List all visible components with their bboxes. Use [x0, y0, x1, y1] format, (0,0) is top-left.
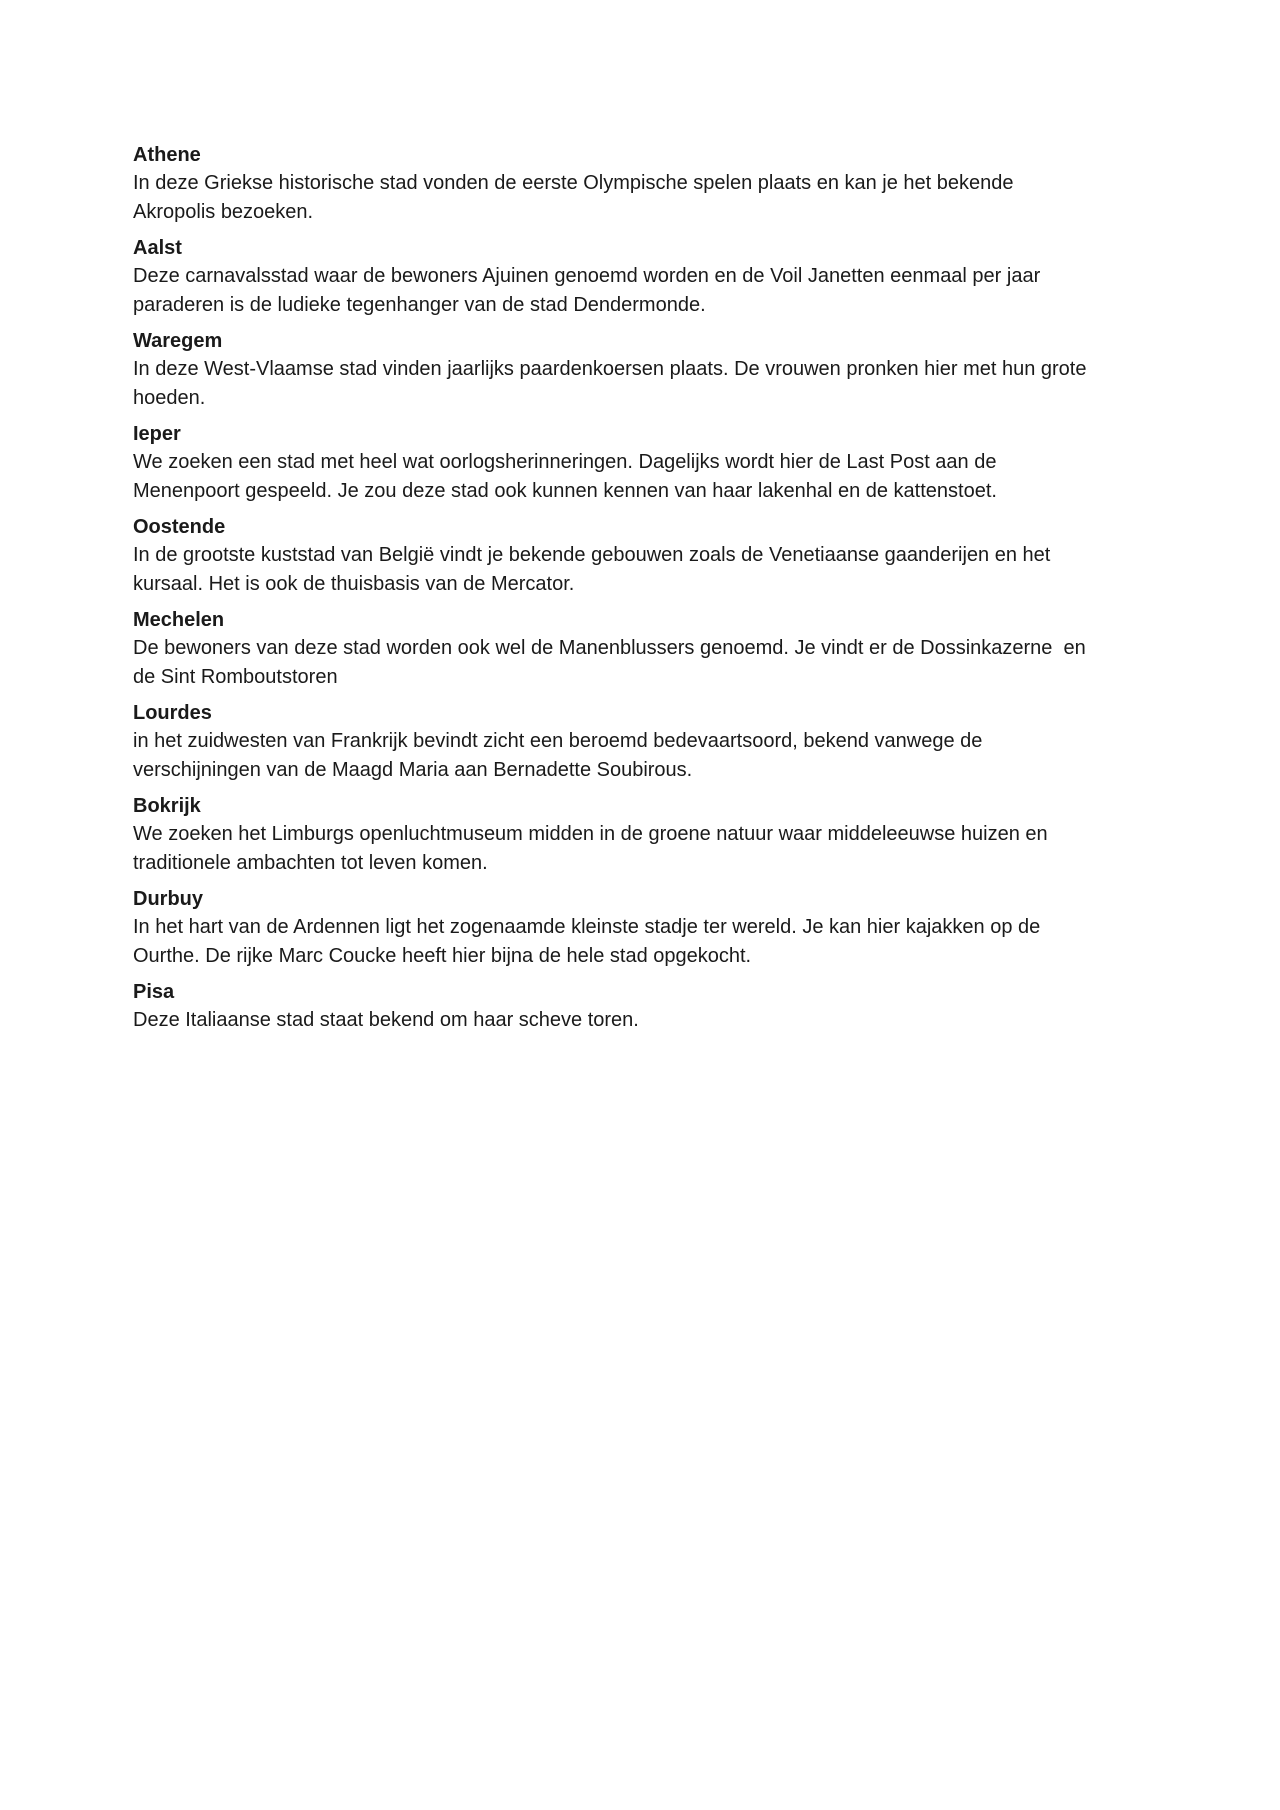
section-paragraph: Deze Italiaanse stad staat bekend om haar scheve toren. — [133, 1009, 639, 1031]
section-heading: Athene — [133, 144, 201, 166]
section-oostende — [133, 513, 1150, 599]
section-heading: Bokrijk — [133, 795, 201, 817]
section-paragraph: We zoeken het Limburgs openluchtmuseum midden in de groene natuur waar middeleeuwse huizen en traditionele ambachten tot leven komen. — [133, 823, 1054, 874]
section-heading: Aalst — [133, 237, 182, 259]
section-heading: Oostende — [133, 516, 226, 538]
section-heading: Lourdes — [133, 702, 212, 724]
section-paragraph: In deze Griekse historische stad vonden de eerste Olympische spelen plaats en kan je het bekende Akropolis bezoeken. — [133, 172, 1018, 223]
section-heading: Waregem — [133, 330, 223, 352]
section-paragraph: Deze carnavalsstad waar de bewoners Ajuinen genoemd worden en de Voil Janetten eenmaal per jaar paraderen is de ludieke tegenhanger van de stad Dendermonde. — [133, 265, 1046, 316]
section-heading: Durbuy — [133, 888, 203, 910]
section-paragraph: in het zuidwesten van Frankrijk bevindt zicht een beroemd bedevaartsoord, bekend vanwege de verschijningen van de Maagd Maria aan Bernadette Soubirous. — [133, 730, 988, 781]
section-pisa — [133, 978, 1150, 1035]
section-paragraph: We zoeken een stad met heel wat oorlogsherinneringen. Dagelijks wordt hier de Last Post aan de Menenpoort gespeeld. Je zou deze stad ook kunnen kennen van haar lakenhal en de kattenstoet. — [133, 451, 1003, 502]
section-paragraph: De bewoners van deze stad worden ook wel de Manenblussers genoemd. Je vindt er de Dossinkazerne en de Sint Romboutstoren — [133, 637, 1092, 688]
section-heading: Ieper — [133, 423, 181, 445]
section-mechelen — [133, 606, 1150, 692]
section-bokrijk — [133, 792, 1150, 878]
section-waregem — [133, 327, 1150, 413]
section-paragraph: In het hart van de Ardennen ligt het zogenaamde kleinste stadje ter wereld. Je kan hier kajakken op de Ourthe. De rijke Marc Coucke heeft hier bijna de hele stad opgekocht. — [133, 916, 1046, 967]
section-heading: Pisa — [133, 981, 175, 1003]
section-paragraph: In deze West-Vlaamse stad vinden jaarlijks paardenkoersen plaats. De vrouwen pronken hier met hun grote hoeden. — [133, 358, 1093, 409]
section-paragraph: In de grootste kuststad van België vindt je bekende gebouwen zoals de Venetiaanse gaanderijen en het kursaal. Het is ook de thuisbasis van de Mercator. — [133, 544, 1056, 595]
section-aalst — [133, 234, 1150, 320]
section-durbuy — [133, 885, 1150, 971]
section-lourdes — [133, 699, 1150, 785]
section-athene — [133, 141, 1150, 227]
section-ieper — [133, 420, 1150, 506]
section-heading: Mechelen — [133, 609, 225, 631]
